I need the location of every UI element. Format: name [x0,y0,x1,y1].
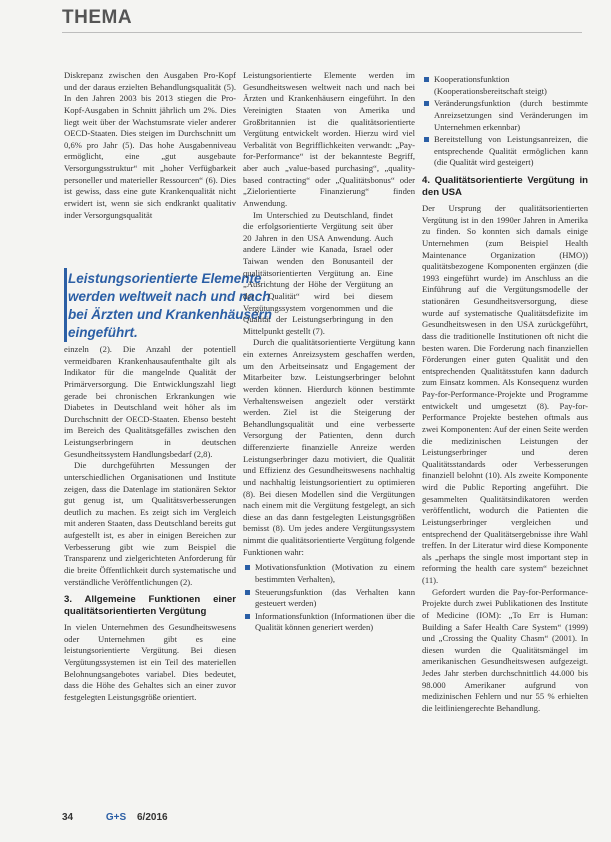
column-right [422,70,588,715]
column-middle [243,70,415,638]
list-item: Bereitstellung von Leistungsanreizen, die entsprechende Qualität ermöglichen kann (die Qualität wird gesteigert) [422,134,588,169]
body-paragraph: Der Ursprung der qualitätsorientierten Vergütung ist in den 1990er Jahren in Amerika zu finden. So konnten sich damals einige Unternehmen (zum Beispiel Health Maintenance Organization (HMO)) qualitätsbezogene Komponenten ergänzen (die 1993 eingeführt wurde) im Anschluss an die Einführung auf die Vergütungsmodelle der stationären Gesundheitsversorgung, diese wurde auf systematische Qualitätsdefizite im Gesundheitswesen in den USA zurückgeführt, dass die traditionelle Institutionen oft nicht die besten waren. Die Forderung nach finanziellen Förderungen einer guten Qualität und den entsprechenden Qualitätsstufen kann dadurch zum Einsatz kommen. Als Konsequenz wurden Pay-for-Performance-Projekte und Programme entwickelt und umgesetzt (8). Pay-for-Performance Projekte bestehen oftmals aus zwei Komponenten: Auf der einen Seite werden die medizinischen Leistungen der Leistungserbringer und deren Qualitätsstandards oder Verbesserungen finanziell belohnt (10). Als zweite Komponente wird die Public Reporting angeführt. Die gesammelten Qualitätsindikatoren werden veröffentlicht, wodurch die Patienten die Leistungserbringer vergleichen und entsprechend der Qualitätsergebnisse ihre Wahl treffen. In der Literatur wird diese Komponente als „perhaps the single most important step in reforming the health care system“ bezeichnet (11). [422,203,588,585]
pull-quote: Leistungsorientierte Elemente werden weltweit nach und nach bei Ärzten und Krankenhäusern eingeführt. [68,270,278,342]
list-item: Steuerungsfunktion (das Verhalten kann gesteuert werden) [243,587,415,610]
body-paragraph: Die durchgeführten Messungen der unterschiedlichen Organisationen und Institute zeigen, dass die Datenlage im stationären Sektor gut genug ist, um Qualitätsverbesserungen deutlich zu machen. Es zeigt sich im Vergleich mit anderen Staaten, dass Deutschland bereits gut aufgestellt ist, es aber in einigen Bereichen zur Verbesserung gibt wie zum Beispiel die Transparenz und zielgerichteten Anforderung für die breite Öffentlichkeit durch systematische und verständliche Veröffentlichungen (2). [64,460,236,587]
body-paragraph: Gefordert wurden die Pay-for-Performance-Projekte durch zwei Publikationen des Institute of Medicine (IOM): „To Err is Human: Building a Safer Health Care System“ (1999) und „Crossing the Quality Chasm“ (2001). In diesen wurden die Qualitätsmängel im amerikanischen Gesundheitswesen aufgezeigt. Jedes Jahr sterben durchschnittlich 44.000 bis 98.000 Amerikaner aufgrund von medizinischen Fehlern und nur 55 % erhielten die leitliniengerechte Behandlung. [422,586,588,713]
body-paragraph: Leistungsorientierte Elemente werden im Gesundheitswesen weltweit nach und nach bei Ärzten und Krankenhäusern eingeführt. In den Vereinigten Staaten von Amerika und Großbritannien ist die qualitätsorientierte Vergütung entwickelt worden. Hierzu wird viel Verbalität von Begrifflichkeiten verwandt: „Pay-for-Performance“ ist der bekannteste Begriff, aber auch „value-based purchasing“, „quality-based contracting“ oder „Qualitätsbonus“ oder „Zielorientierte Finanzierung“ finden Anwendung. [243,70,415,208]
magazine-logo: G+S [105,812,127,823]
list-item: Informationsfunktion (Informationen über die Qualität können generiert werden) [243,611,415,634]
section-title: THEMA [62,7,133,28]
issue-number: 6/2016 [136,812,168,823]
body-paragraph: Durch die qualitätsorientierte Vergütung kann ein externes Anreizsystem geschaffen werden, um den Arbeitseinsatz und Engagement der Mitarbeiter bzw. Leistungserbringer belohnt werden können. Hierdurch können bestimmte Verhaltensweisen angezielt oder verstärkt werden. Ziel ist die Steigerung der Behandlungsqualität und eine verbesserte Versorgung der Patienten, denn durch differenzierte finanzielle Anreize werden Leistungserbringer dazu motiviert, die Qualität und Effizienz des Gesundheitswesens nachhaltig und nachhaltig leistungsorientiert zu optimieren (8). Bei diesen Modellen sind die Vergütungen nach einem mit die Vergütung festgelegt, an sich diese an das dann festgelegten Leistungsgrößen bemisst (8). Um jedes andere Vergütungssystem nimmt die qualitätsorientierte Vergütung folgende Funktionen wahr: [243,337,415,557]
section-heading: 3. Allgemeine Funktionen einer qualitätsorientierten Vergütung [64,594,236,618]
body-paragraph: einzeln (2). Die Anzahl der potentiell vermeidbaren Krankenhausaufenthalte gilt als Indikator für die mangelnde Qualität der Primärversorgung. Die Entwicklungszahl liegt gerade bei chronischen Erkrankungen wie Diabetes in Deutschland weit höher als im Durchschnitt der OECD-Staaten. Ebenso besteht im Bereich des Qualitätsgefälles zwischen den Leistungserbringern in deutschen Gesundheitssystem Handlungsbedarf (2,8). [64,344,236,459]
list-item: Kooperationsfunktion (Kooperationsbereitschaft steigt) [422,74,588,97]
list-item: Veränderungsfunktion (durch bestimmte Anreizsetzungen sind Veränderungen im Unternehmen erkennbar) [422,98,588,133]
body-paragraph: In vielen Unternehmen des Gesundheitswesens oder Unternehmen gibt es eine leistungsorientierte Vergütung. Bei diesen Vergütungssystemen ist ein Teil des materiellen Belohnungsangebotes variabel. Dies bedeutet, dass die Höhe des Gehaltes sich an einer zuvor festgelegten Leistungsgröße orientiert. [64,622,236,702]
page-footer [62,812,262,823]
body-paragraph: Diskrepanz zwischen den Ausgaben Pro-Kopf und der daraus erzielten Behandlungsqualität (5). In den Jahren 2003 bis 2013 stiegen die Pro-Kopf-Ausgaben in Schnitt jährlich um 2%. Dies liegt weit über der Wachstumsrate vieler anderer OECD-Staaten. Dies steigen im Durchschnitt um 0,6% pro Jahr (5). Das hohe Ausgabenniveau ermöglicht, eine „gut ausgebaute Versorgungsstruktur“ mit „hoher Verfügbarkeit personeller und materieller Ressourcen“ (6). Dies ist gewiss, dass eine gute Krankenqualität nicht erwidert ist, wenn sie sich endkrankt qualitativ inder Versorgungsqualität [64,70,236,220]
column-left [64,70,236,704]
page-header [62,6,582,33]
page-number: 34 [62,812,74,823]
body-paragraph: Im Unterschied zu Deutschland, findet die erfolgsorientierte Vergütung seit über 20 Jahren in den USA Anwendung. Auch andere Länder wie Kanada, Israel oder Taiwan wenden den Bonusanteil der qualitätsorientierten Vergütung an. Eine „Ausrichtung der Höhe der Vergütung an der Qualität“ wird bei diesem Vergütungssystem vorgenommen und die Qualität der Leistungserbringung in den Mittelpunkt gestellt (7). [243,209,393,336]
section-heading: 4. Qualitätsorientierte Vergütung in den USA [422,175,588,198]
list-item: Motivationsfunktion (Motivation zu einem bestimmten Verhalten), [243,562,415,585]
function-list-continued [422,74,588,169]
pull-quote-bar [64,268,67,342]
function-list [243,562,415,634]
